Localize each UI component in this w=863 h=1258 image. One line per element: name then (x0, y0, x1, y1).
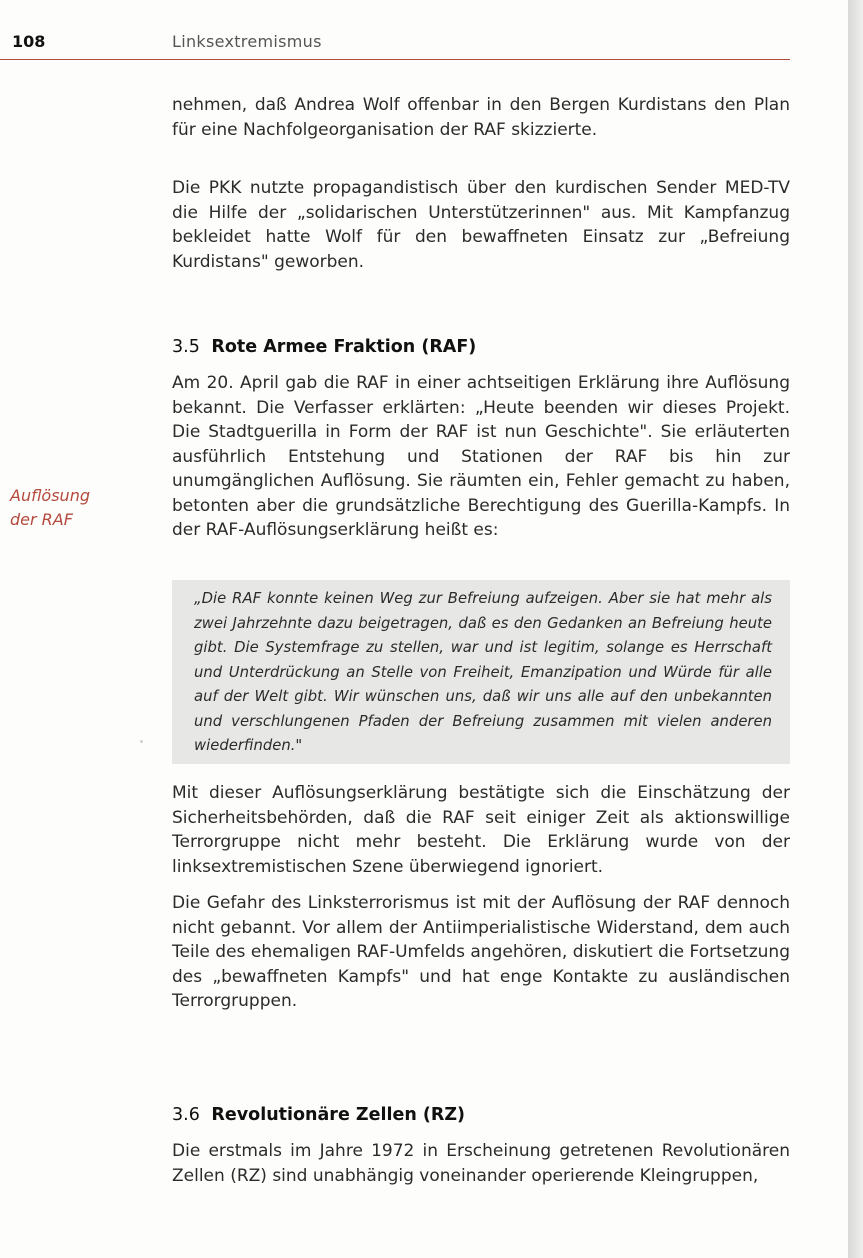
section-title: Revolutionäre Zellen (RZ) (211, 1105, 466, 1125)
paragraph-pkk: Die PKK nutzte propagandistisch über den kurdischen Sender MED-TV die Hilfe der „solidarischen Unterstützerinnen" aus. Mit Kampfanzug bekleidet hatte Wolf für den bewaffneten Einsatz zur „Befreiung Kurdistans" geworben. (172, 178, 790, 272)
section-heading-raf (172, 337, 476, 357)
section-number: 3.6 (172, 1105, 200, 1125)
paragraph-rz: Die erstmals im Jahre 1972 in Erscheinung getretenen Revolutionären Zellen (RZ) sind unabhängig voneinander operierende Kleingruppen, (172, 1141, 790, 1186)
section-number: 3.5 (172, 337, 200, 357)
paragraph-danger: Die Gefahr des Linksterrorismus ist mit der Auflösung der RAF dennoch nicht gebannt. Vor allem der Antiimperialistische Widerstand, dem auch Teile des ehemaligen RAF-Umfelds angehören, diskutiert die Fortsetzung des „bewaffneten Kampfs" und hat enge Kontakte zu ausländischen Terrorgruppen. (172, 893, 790, 1011)
paragraph-raf-dissolution: Am 20. April gab die RAF in einer achtseitigen Erklärung ihre Auflösung bekannt. Die Verfasser erklärten: „Heute beenden wir dieses Projekt. Die Stadtguerilla in Form der RAF ist nun Geschichte". Sie erläuterten ausführlich Entstehung und Stationen der RAF bis hin zur unumgänglichen Auflösung. Sie räumten ein, Fehler gemacht zu haben, betonten aber die grundsätzliche Berechtigung des Guerilla-Kampfs. In der RAF-Auflösungserklärung heißt es: (172, 373, 790, 540)
paragraph-intro: nehmen, daß Andrea Wolf offenbar in den Bergen Kurdistans den Plan für eine Nachfolgeorganisation der RAF skizzierte. (172, 95, 790, 140)
quote-text: „Die RAF konnte keinen Weg zur Befreiung aufzeigen. Aber sie hat mehr als zwei Jahrzehnte dazu beigetragen, daß es den Gedanken an Befreiung heute gibt. Die Systemfrage zu stellen, war und ist legitim, solange es Herrschaft und Unterdrückung an Stelle von Freiheit, Emanzipation und Würde für alle auf der Welt gibt. Wir wünschen uns, daß wir uns alle auf den unbekannten und verschlungenen Pfaden der Befreiung zusammen mit vielen anderen wiederfinden." (194, 590, 772, 754)
page-number: 108 (12, 32, 46, 51)
paragraph-assessment: Mit dieser Auflösungserklärung bestätigte sich die Einschätzung der Sicherheitsbehörden, daß die RAF seit einiger Zeit als aktionswillige Terrorgruppe nicht mehr besteht. Die Erklärung wurde von der linksextremistischen Szene überwiegend ignoriert. (172, 783, 790, 877)
margin-note (10, 484, 90, 532)
quote-box (172, 580, 790, 764)
margin-note-line: Auflösung (10, 486, 90, 505)
scan-speck (140, 740, 143, 743)
margin-note-line: der RAF (10, 510, 73, 529)
page-edge-shadow (848, 0, 863, 1258)
section-heading-rz (172, 1105, 465, 1125)
section-title: Rote Armee Fraktion (RAF) (211, 337, 477, 357)
header-rule (0, 59, 790, 60)
page-header (0, 0, 848, 60)
running-title: Linksextremismus (172, 32, 322, 51)
